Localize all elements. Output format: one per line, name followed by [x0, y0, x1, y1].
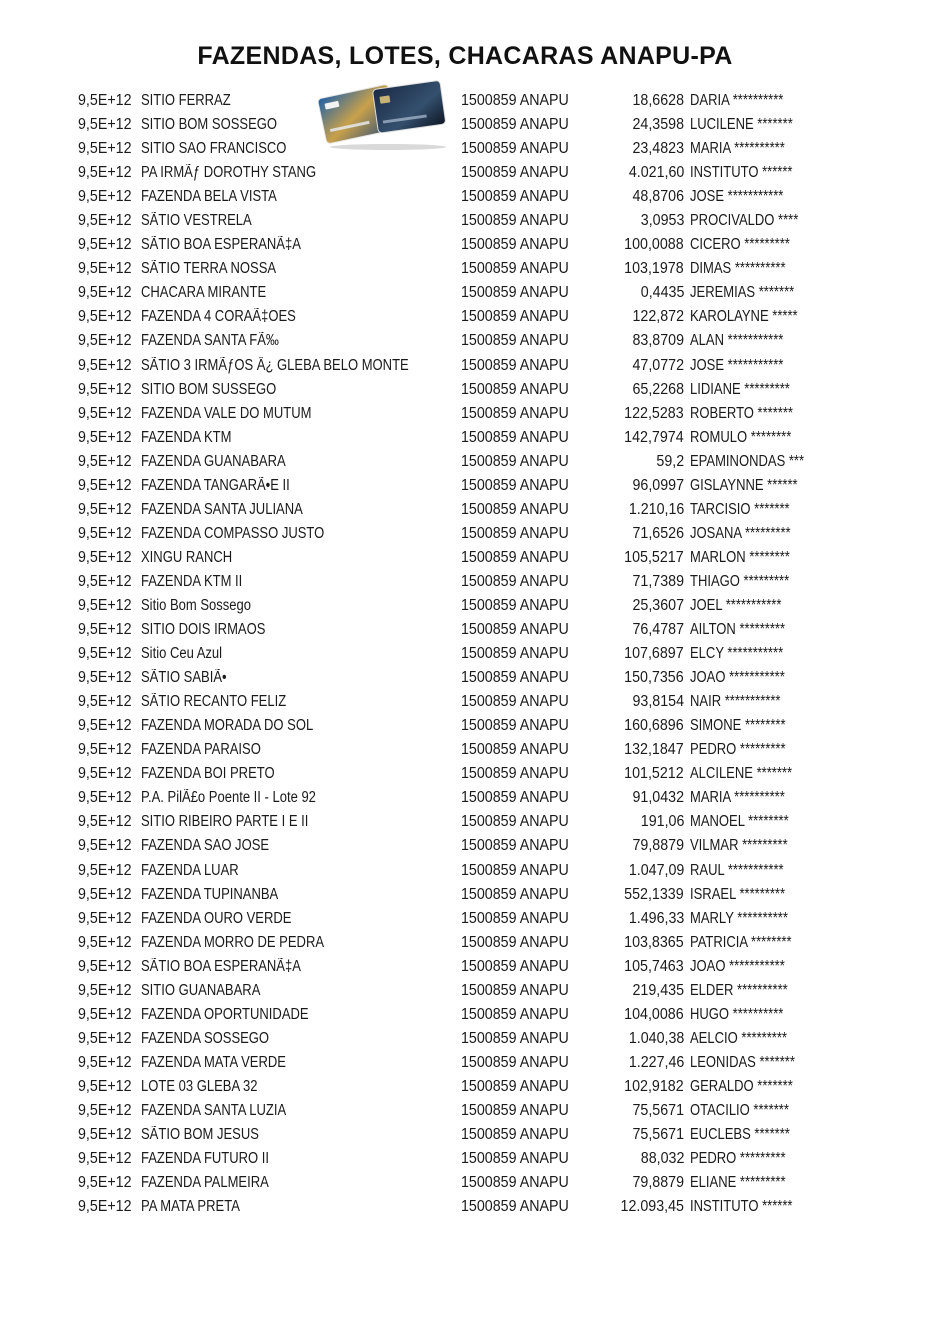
municipality-code: 1500859 ANAPU [461, 164, 569, 182]
property-code: 9,5E+12 [78, 861, 132, 879]
owner-name: ISRAEL ********* [690, 885, 786, 903]
property-code: 9,5E+12 [78, 1174, 132, 1192]
municipality-code: 1500859 ANAPU [461, 572, 569, 590]
property-name: PA IRMÃƒ DOROTHY STANG [141, 164, 317, 182]
municipality-code: 1500859 ANAPU [461, 885, 569, 903]
owner-name: JOAO *********** [690, 957, 785, 975]
list-item [0, 1195, 930, 1219]
list-item [0, 1171, 930, 1195]
property-area: 1.040,38 [628, 1029, 684, 1047]
list-item [0, 113, 930, 137]
property-area: 142,7974 [624, 428, 684, 446]
property-name: FAZENDA MORRO DE PEDRA [141, 933, 325, 951]
municipality-code: 1500859 ANAPU [461, 236, 569, 254]
list-item [0, 1099, 930, 1123]
property-name: CHACARA MIRANTE [141, 284, 267, 302]
property-code: 9,5E+12 [78, 1198, 132, 1216]
municipality-code: 1500859 ANAPU [461, 837, 569, 855]
property-code: 9,5E+12 [78, 452, 132, 470]
municipality-code: 1500859 ANAPU [461, 212, 569, 230]
list-item [0, 810, 930, 834]
property-area: 105,7463 [624, 957, 684, 975]
list-item [0, 209, 930, 233]
property-name: Sitio Bom Sossego [141, 596, 252, 614]
property-name: SÃTIO RECANTO FELIZ [141, 693, 287, 711]
list-item [0, 354, 930, 378]
list-item [0, 786, 930, 810]
property-code: 9,5E+12 [78, 380, 132, 398]
property-area: 93,8154 [632, 693, 684, 711]
municipality-code: 1500859 ANAPU [461, 741, 569, 759]
property-code: 9,5E+12 [78, 789, 132, 807]
municipality-code: 1500859 ANAPU [461, 188, 569, 206]
property-name: FAZENDA VALE DO MUTUM [141, 404, 312, 422]
owner-name: MARLY ********** [690, 909, 788, 927]
property-area: 3,0953 [640, 212, 684, 230]
property-area: 100,0088 [624, 236, 684, 254]
municipality-code: 1500859 ANAPU [461, 669, 569, 687]
list-item [0, 378, 930, 402]
property-area: 101,5212 [624, 765, 684, 783]
property-code: 9,5E+12 [78, 1077, 132, 1095]
property-code: 9,5E+12 [78, 140, 132, 158]
property-name: SITIO DOIS IRMAOS [141, 621, 266, 639]
property-area: 103,8365 [624, 933, 684, 951]
owner-name: JOEL *********** [690, 596, 782, 614]
property-area: 76,4787 [632, 621, 684, 639]
owner-name: INSTITUTO ****** [690, 164, 793, 182]
property-code: 9,5E+12 [78, 356, 132, 374]
property-area: 0,4435 [640, 284, 684, 302]
property-code: 9,5E+12 [78, 837, 132, 855]
property-area: 1.047,09 [628, 861, 684, 879]
property-code: 9,5E+12 [78, 308, 132, 326]
municipality-code: 1500859 ANAPU [461, 1077, 569, 1095]
owner-name: THIAGO ********* [690, 572, 790, 590]
property-code: 9,5E+12 [78, 284, 132, 302]
property-area: 104,0086 [624, 1005, 684, 1023]
property-name: SITIO GUANABARA [141, 981, 261, 999]
list-item [0, 690, 930, 714]
property-name: FAZENDA OPORTUNIDADE [141, 1005, 309, 1023]
municipality-code: 1500859 ANAPU [461, 356, 569, 374]
municipality-code: 1500859 ANAPU [461, 789, 569, 807]
municipality-code: 1500859 ANAPU [461, 1101, 569, 1119]
owner-name: JOSE *********** [690, 188, 784, 206]
list-item [0, 907, 930, 931]
property-area: 122,872 [632, 308, 684, 326]
list-item [0, 498, 930, 522]
owner-name: PATRICIA ******** [690, 933, 792, 951]
owner-name: EPAMINONDAS *** [690, 452, 805, 470]
property-code: 9,5E+12 [78, 188, 132, 206]
property-code: 9,5E+12 [78, 717, 132, 735]
property-area: 83,8709 [632, 332, 684, 350]
list-item [0, 931, 930, 955]
property-code: 9,5E+12 [78, 428, 132, 446]
owner-name: DIMAS ********** [690, 260, 786, 278]
property-area: 150,7356 [624, 669, 684, 687]
list-item [0, 281, 930, 305]
owner-name: LIDIANE ********* [690, 380, 790, 398]
municipality-code: 1500859 ANAPU [461, 1053, 569, 1071]
property-code: 9,5E+12 [78, 813, 132, 831]
property-code: 9,5E+12 [78, 500, 132, 518]
property-area: 91,0432 [632, 789, 684, 807]
property-code: 9,5E+12 [78, 1029, 132, 1047]
property-area: 107,6897 [624, 645, 684, 663]
property-code: 9,5E+12 [78, 260, 132, 278]
list-item [0, 642, 930, 666]
list-item [0, 161, 930, 185]
property-area: 75,5671 [632, 1101, 684, 1119]
municipality-code: 1500859 ANAPU [461, 813, 569, 831]
property-code: 9,5E+12 [78, 116, 132, 134]
property-name: FAZENDA SANTA FÃ‰ [141, 332, 279, 350]
owner-name: VILMAR ********* [690, 837, 788, 855]
property-code: 9,5E+12 [78, 236, 132, 254]
owner-name: OTACILIO ******* [690, 1101, 789, 1119]
owner-name: SIMONE ******** [690, 717, 786, 735]
property-area: 25,3607 [632, 596, 684, 614]
property-name: SÃTIO 3 IRMÃƒOS Â¿ GLEBA BELO MONTE [141, 356, 409, 374]
property-area: 1.210,16 [628, 500, 684, 518]
municipality-code: 1500859 ANAPU [461, 933, 569, 951]
property-name: SÃTIO SABIÃ• [141, 669, 227, 687]
municipality-code: 1500859 ANAPU [461, 500, 569, 518]
municipality-code: 1500859 ANAPU [461, 308, 569, 326]
list-item [0, 979, 930, 1003]
list-item [0, 402, 930, 426]
municipality-code: 1500859 ANAPU [461, 957, 569, 975]
property-name: FAZENDA LUAR [141, 861, 239, 879]
owner-name: AILTON ********* [690, 621, 786, 639]
property-area: 102,9182 [624, 1077, 684, 1095]
property-name: SÃTIO VESTRELA [141, 212, 252, 230]
owner-name: HUGO ********** [690, 1005, 784, 1023]
property-code: 9,5E+12 [78, 92, 132, 109]
property-code: 9,5E+12 [78, 1126, 132, 1144]
municipality-code: 1500859 ANAPU [461, 621, 569, 639]
list-item [0, 1123, 930, 1147]
municipality-code: 1500859 ANAPU [461, 260, 569, 278]
property-code: 9,5E+12 [78, 404, 132, 422]
municipality-code: 1500859 ANAPU [461, 1029, 569, 1047]
property-area: 96,0997 [632, 476, 684, 494]
property-code: 9,5E+12 [78, 693, 132, 711]
property-name: PA MATA PRETA [141, 1198, 240, 1216]
property-area: 160,6896 [624, 717, 684, 735]
property-name: P.A. PilÃ£o Poente II - Lote 92 [141, 789, 316, 807]
owner-name: JOSANA ********* [690, 524, 791, 542]
municipality-code: 1500859 ANAPU [461, 1198, 569, 1216]
property-area: 59,2 [656, 452, 684, 470]
owner-name: MARIA ********** [690, 140, 785, 158]
property-area: 122,5283 [624, 404, 684, 422]
property-name: SITIO RIBEIRO PARTE I E II [141, 813, 309, 831]
property-name: FAZENDA MATA VERDE [141, 1053, 286, 1071]
property-code: 9,5E+12 [78, 212, 132, 230]
municipality-code: 1500859 ANAPU [461, 909, 569, 927]
list-item [0, 883, 930, 907]
municipality-code: 1500859 ANAPU [461, 1174, 569, 1192]
property-area: 48,8706 [632, 188, 684, 206]
municipality-code: 1500859 ANAPU [461, 452, 569, 470]
property-name: SITIO SAO FRANCISCO [141, 140, 287, 158]
property-code: 9,5E+12 [78, 548, 132, 566]
property-code: 9,5E+12 [78, 572, 132, 590]
list-item [0, 666, 930, 690]
owner-name: ALCILENE ******* [690, 765, 793, 783]
municipality-code: 1500859 ANAPU [461, 596, 569, 614]
property-name: SITIO BOM SUSSEGO [141, 380, 277, 398]
property-name: LOTE 03 GLEBA 32 [141, 1077, 258, 1095]
municipality-code: 1500859 ANAPU [461, 284, 569, 302]
property-name: FAZENDA BELA VISTA [141, 188, 277, 206]
property-area: 18,6628 [632, 92, 684, 109]
list-item [0, 233, 930, 257]
list-item [0, 329, 930, 353]
municipality-code: 1500859 ANAPU [461, 548, 569, 566]
owner-name: PROCIVALDO **** [690, 212, 799, 230]
property-name: FAZENDA KTM [141, 428, 232, 446]
property-name: FAZENDA SAO JOSE [141, 837, 270, 855]
municipality-code: 1500859 ANAPU [461, 1005, 569, 1023]
property-area: 23,4823 [632, 140, 684, 158]
property-area: 79,8879 [632, 837, 684, 855]
municipality-code: 1500859 ANAPU [461, 765, 569, 783]
property-code: 9,5E+12 [78, 524, 132, 542]
property-name: SÃTIO BOM JESUS [141, 1126, 259, 1144]
owner-name: NAIR *********** [690, 693, 781, 711]
owner-name: MANOEL ******** [690, 813, 789, 831]
property-code: 9,5E+12 [78, 885, 132, 903]
list-item [0, 834, 930, 858]
municipality-code: 1500859 ANAPU [461, 92, 569, 109]
owner-name: LEONIDAS ******* [690, 1053, 795, 1071]
owner-name: MARLON ******** [690, 548, 790, 566]
owner-name: KAROLAYNE ***** [690, 308, 798, 326]
owner-name: ELIANE ********* [690, 1174, 786, 1192]
property-name: SITIO BOM SOSSEGO [141, 116, 278, 134]
owner-name: GERALDO ******* [690, 1077, 793, 1095]
property-area: 65,2268 [632, 380, 684, 398]
owner-name: RAUL *********** [690, 861, 784, 879]
property-name: SÃTIO TERRA NOSSA [141, 260, 277, 278]
property-name: FAZENDA BOI PRETO [141, 765, 275, 783]
list-item [0, 305, 930, 329]
municipality-code: 1500859 ANAPU [461, 1150, 569, 1168]
list-item [0, 714, 930, 738]
owner-name: AELCIO ********* [690, 1029, 787, 1047]
property-name: FAZENDA TUPINANBA [141, 885, 279, 903]
municipality-code: 1500859 ANAPU [461, 717, 569, 735]
property-code: 9,5E+12 [78, 933, 132, 951]
property-code: 9,5E+12 [78, 1053, 132, 1071]
list-item [0, 450, 930, 474]
property-name: FAZENDA TANGARÃ•E II [141, 476, 290, 494]
list-item [0, 1027, 930, 1051]
municipality-code: 1500859 ANAPU [461, 428, 569, 446]
property-name: SITIO FERRAZ [141, 92, 231, 109]
list-item [0, 474, 930, 498]
property-name: FAZENDA 4 CORAÃ‡OES [141, 308, 296, 326]
owner-name: ALAN *********** [690, 332, 784, 350]
property-name: FAZENDA SOSSEGO [141, 1029, 270, 1047]
municipality-code: 1500859 ANAPU [461, 140, 569, 158]
property-name: FAZENDA FUTURO II [141, 1150, 270, 1168]
property-list [0, 89, 930, 1219]
property-code: 9,5E+12 [78, 1005, 132, 1023]
list-item [0, 1051, 930, 1075]
page-title: FAZENDAS, LOTES, CHACARAS ANAPU-PA [197, 42, 733, 70]
property-area: 191,06 [640, 813, 684, 831]
property-code: 9,5E+12 [78, 645, 132, 663]
owner-name: EUCLEBS ******* [690, 1126, 790, 1144]
list-item [0, 1003, 930, 1027]
property-code: 9,5E+12 [78, 164, 132, 182]
property-code: 9,5E+12 [78, 981, 132, 999]
owner-name: CICERO ********* [690, 236, 790, 254]
owner-name: LUCILENE ******* [690, 116, 793, 134]
owner-name: ROMULO ******** [690, 428, 792, 446]
property-area: 79,8879 [632, 1174, 684, 1192]
list-item [0, 522, 930, 546]
owner-name: ELCY *********** [690, 645, 784, 663]
property-name: FAZENDA SANTA LUZIA [141, 1101, 287, 1119]
property-area: 47,0772 [632, 356, 684, 374]
list-item [0, 185, 930, 209]
property-name: FAZENDA PARAISO [141, 741, 261, 759]
list-item [0, 859, 930, 883]
property-area: 103,1978 [624, 260, 684, 278]
property-name: XINGU RANCH [141, 548, 233, 566]
list-item [0, 762, 930, 786]
property-code: 9,5E+12 [78, 1101, 132, 1119]
owner-name: PEDRO ********* [690, 741, 786, 759]
municipality-code: 1500859 ANAPU [461, 1126, 569, 1144]
property-code: 9,5E+12 [78, 765, 132, 783]
list-item [0, 618, 930, 642]
property-code: 9,5E+12 [78, 909, 132, 927]
property-area: 12.093,45 [620, 1198, 684, 1216]
owner-name: JOAO *********** [690, 669, 785, 687]
list-item [0, 594, 930, 618]
list-item [0, 137, 930, 161]
property-area: 88,032 [640, 1150, 684, 1168]
property-name: FAZENDA PALMEIRA [141, 1174, 269, 1192]
municipality-code: 1500859 ANAPU [461, 404, 569, 422]
municipality-code: 1500859 ANAPU [461, 693, 569, 711]
property-name: FAZENDA MORADA DO SOL [141, 717, 314, 735]
municipality-code: 1500859 ANAPU [461, 476, 569, 494]
owner-name: ELDER ********** [690, 981, 788, 999]
property-code: 9,5E+12 [78, 332, 132, 350]
property-name: FAZENDA KTM II [141, 572, 243, 590]
list-item [0, 955, 930, 979]
property-area: 71,7389 [632, 572, 684, 590]
property-area: 1.496,33 [628, 909, 684, 927]
property-code: 9,5E+12 [78, 621, 132, 639]
property-area: 552,1339 [624, 885, 684, 903]
property-name: Sitio Ceu Azul [141, 645, 223, 663]
municipality-code: 1500859 ANAPU [461, 524, 569, 542]
owner-name: JEREMIAS ******* [690, 284, 795, 302]
property-area: 24,3598 [632, 116, 684, 134]
property-code: 9,5E+12 [78, 669, 132, 687]
list-item [0, 89, 930, 113]
owner-name: PEDRO ********* [690, 1150, 786, 1168]
property-name: FAZENDA OURO VERDE [141, 909, 292, 927]
municipality-code: 1500859 ANAPU [461, 332, 569, 350]
property-name: FAZENDA SANTA JULIANA [141, 500, 303, 518]
property-code: 9,5E+12 [78, 1150, 132, 1168]
municipality-code: 1500859 ANAPU [461, 116, 569, 134]
owner-name: DARIA ********** [690, 92, 784, 109]
owner-name: INSTITUTO ****** [690, 1198, 793, 1216]
property-name: SÃTIO BOA ESPERANÃ‡A [141, 957, 301, 975]
property-code: 9,5E+12 [78, 957, 132, 975]
property-area: 75,5671 [632, 1126, 684, 1144]
owner-name: MARIA ********** [690, 789, 785, 807]
list-item [0, 738, 930, 762]
owner-name: TARCISIO ******* [690, 500, 790, 518]
property-name: SÃTIO BOA ESPERANÃ‡A [141, 236, 301, 254]
list-item [0, 1147, 930, 1171]
property-area: 219,435 [632, 981, 684, 999]
municipality-code: 1500859 ANAPU [461, 380, 569, 398]
property-code: 9,5E+12 [78, 741, 132, 759]
list-item [0, 1075, 930, 1099]
property-area: 132,1847 [624, 741, 684, 759]
property-area: 4.021,60 [628, 164, 684, 182]
owner-name: ROBERTO ******* [690, 404, 794, 422]
list-item [0, 570, 930, 594]
list-item [0, 257, 930, 281]
owner-name: JOSE *********** [690, 356, 784, 374]
list-item [0, 426, 930, 450]
municipality-code: 1500859 ANAPU [461, 645, 569, 663]
property-code: 9,5E+12 [78, 596, 132, 614]
property-area: 105,5217 [624, 548, 684, 566]
municipality-code: 1500859 ANAPU [461, 861, 569, 879]
list-item [0, 546, 930, 570]
property-name: FAZENDA COMPASSO JUSTO [141, 524, 325, 542]
owner-name: GISLAYNNE ****** [690, 476, 798, 494]
property-area: 1.227,46 [628, 1053, 684, 1071]
municipality-code: 1500859 ANAPU [461, 981, 569, 999]
property-name: FAZENDA GUANABARA [141, 452, 286, 470]
property-area: 71,6526 [632, 524, 684, 542]
property-code: 9,5E+12 [78, 476, 132, 494]
